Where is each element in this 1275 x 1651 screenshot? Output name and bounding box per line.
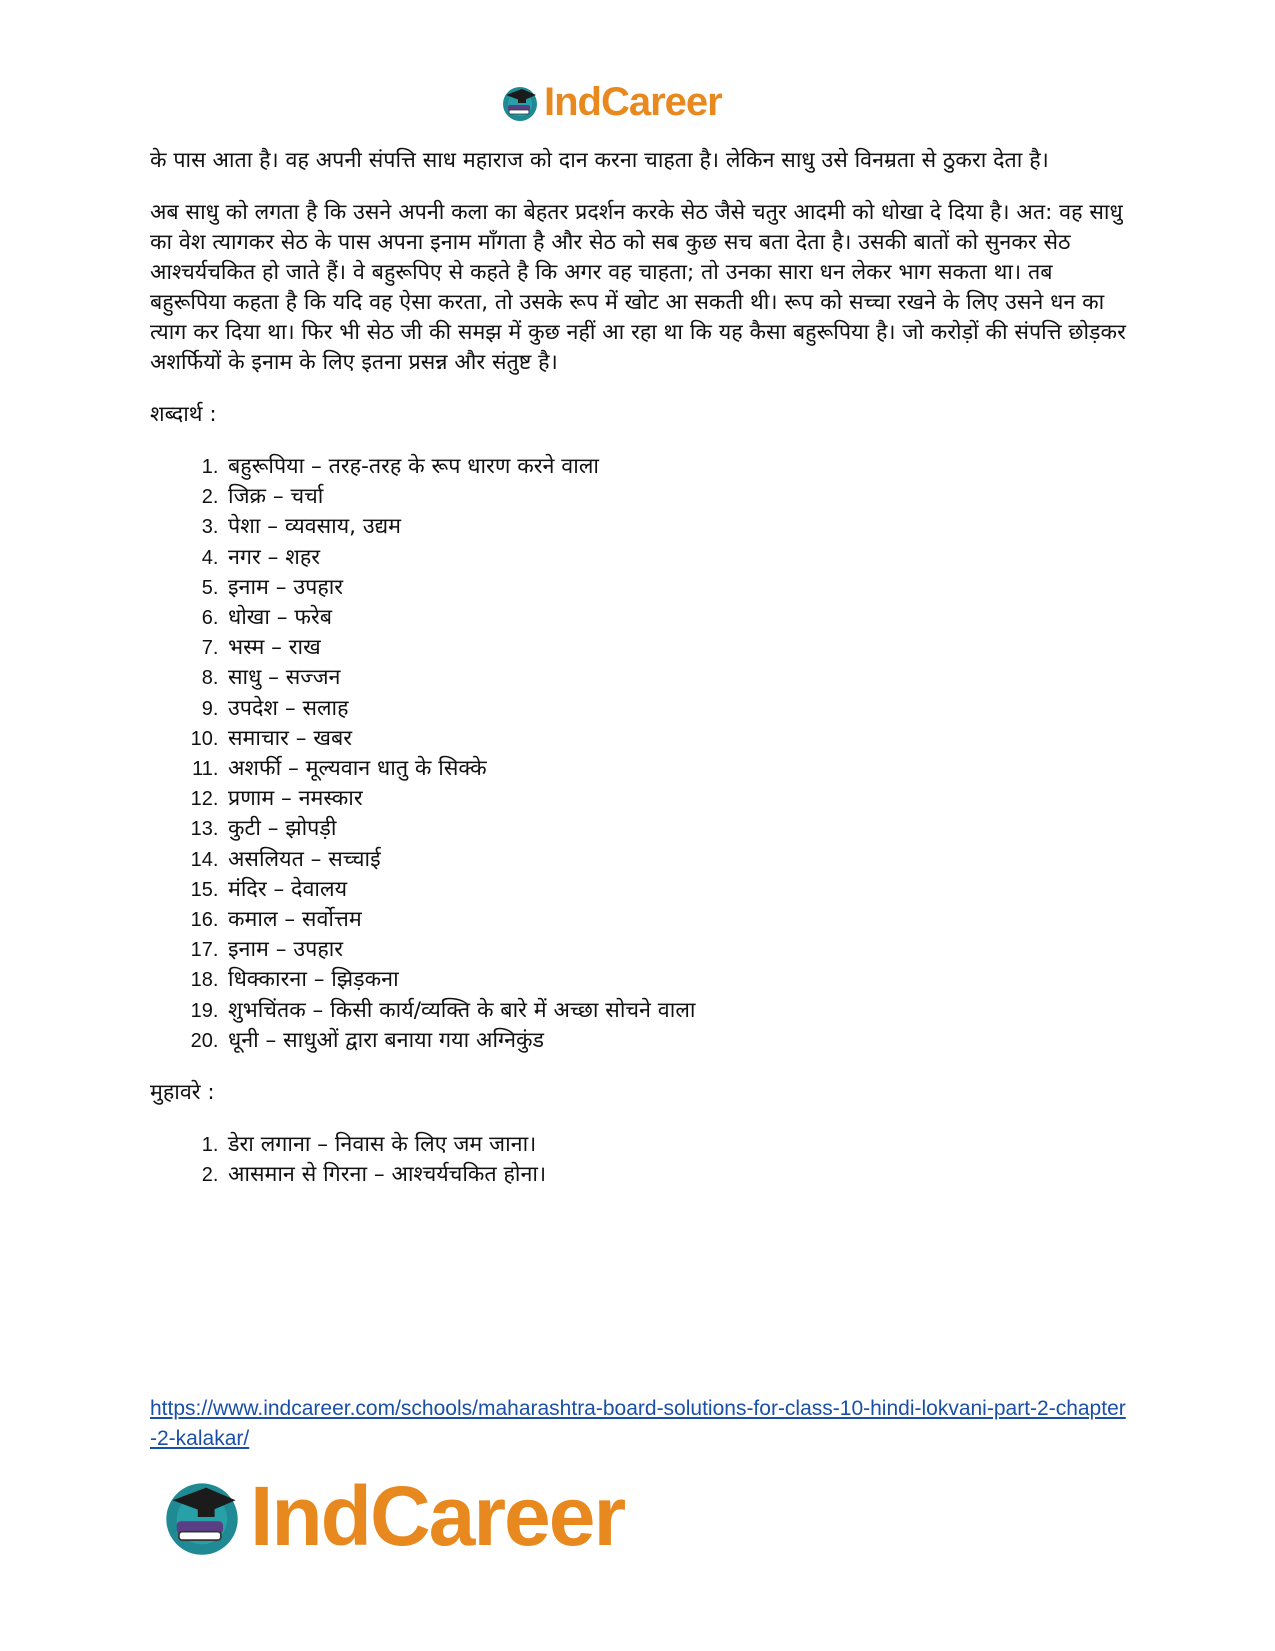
list-item: 18. धिक्कारना – झिड़कना — [224, 965, 1130, 995]
logo-wordmark: IndCareer — [250, 1469, 625, 1563]
graduation-globe-icon — [500, 83, 540, 123]
list-item: 1. बहुरूपिया – तरह-तरह के रूप धारण करने वाला — [224, 452, 1130, 482]
list-item: 4. नगर – शहर — [224, 543, 1130, 573]
paragraph: अब साधु को लगता है कि उसने अपनी कला का बेहतर प्रदर्शन करके सेठ जैसे चतुर आदमी को धोखा दे दिया है। अत: वह साधु का वेश त्यागकर सेठ के पास अपना इनाम माँगता है और सेठ को सब कुछ सच बता देता है। उसकी बातों को सुनकर सेठ आश्चर्यचकित हो जाते हैं। वे बहुरूपिए से कहते है कि अगर वह चाहता; तो उनका सारा धन लेकर भाग सकता था। तब बहुरूपिया कहता है कि यदि वह ऐसा करता, तो उसके रूप में खोट आ सकती थी। रूप को सच्चा रखने के लिए उसने धन का त्याग कर दिया था। फिर भी सेठ जी की समझ में कुछ नहीं आ रहा था कि यह कैसा बहुरूपिया है। जो करोड़ों की संपत्ति छोड़कर अशर्फियों के इनाम के लिए इतना प्रसन्न और संतुष्ट है। — [150, 200, 1126, 375]
list-item: 9. उपदेश – सलाह — [224, 694, 1130, 724]
list-item: 11. अशर्फी – मूल्यवान धातु के सिक्के — [224, 754, 1130, 784]
list-item: 7. भस्म – राख — [224, 633, 1130, 663]
list-item: 15. मंदिर – देवालय — [224, 875, 1130, 905]
graduation-globe-icon — [160, 1475, 244, 1559]
idioms-list — [150, 1130, 1130, 1190]
source-link[interactable]: https://www.indcareer.com/schools/maharashtra-board-solutions-for-class-10-hindi-lokvani-part-2-chapter-2-kalakar/ — [150, 1397, 1126, 1450]
list-item: 20. धूनी – साधुओं द्वारा बनाया गया अग्निकुंड — [224, 1026, 1130, 1056]
list-item: 2. जिक्र – चर्चा — [224, 482, 1130, 512]
footer-logo — [160, 1468, 624, 1565]
list-item: 16. कमाल – सर्वोत्तम — [224, 905, 1130, 935]
document-body — [150, 146, 1130, 1212]
paragraph: के पास आता है। वह अपनी संपत्ति साध महाराज को दान करना चाहता है। लेकिन साधु उसे विनम्रता से ठुकरा देता है। — [150, 148, 1049, 173]
list-item: 3. पेशा – व्यवसाय, उद्यम — [224, 512, 1130, 542]
glossary-heading: शब्दार्थ : — [150, 402, 217, 427]
list-item: 14. असलियत – सच्चाई — [224, 845, 1130, 875]
header-logo — [500, 80, 722, 125]
list-item: 19. शुभचिंतक – किसी कार्य/व्यक्ति के बारे में अच्छा सोचने वाला — [224, 996, 1130, 1026]
list-item: 17. इनाम – उपहार — [224, 935, 1130, 965]
list-item: 13. कुटी – झोपड़ी — [224, 814, 1130, 844]
list-item: 5. इनाम – उपहार — [224, 573, 1130, 603]
list-item: 2. आसमान से गिरना – आश्चर्यचकित होना। — [224, 1160, 1130, 1190]
logo-wordmark: IndCareer — [544, 80, 722, 124]
list-item: 6. धोखा – फरेब — [224, 603, 1130, 633]
list-item: 10. समाचार – खबर — [224, 724, 1130, 754]
glossary-list — [150, 452, 1130, 1056]
idioms-heading: मुहावरे : — [150, 1080, 215, 1106]
list-item: 12. प्रणाम – नमस्कार — [224, 784, 1130, 814]
list-item: 8. साधु – सज्जन — [224, 663, 1130, 693]
list-item: 1. डेरा लगाना – निवास के लिए जम जाना। — [224, 1130, 1130, 1160]
